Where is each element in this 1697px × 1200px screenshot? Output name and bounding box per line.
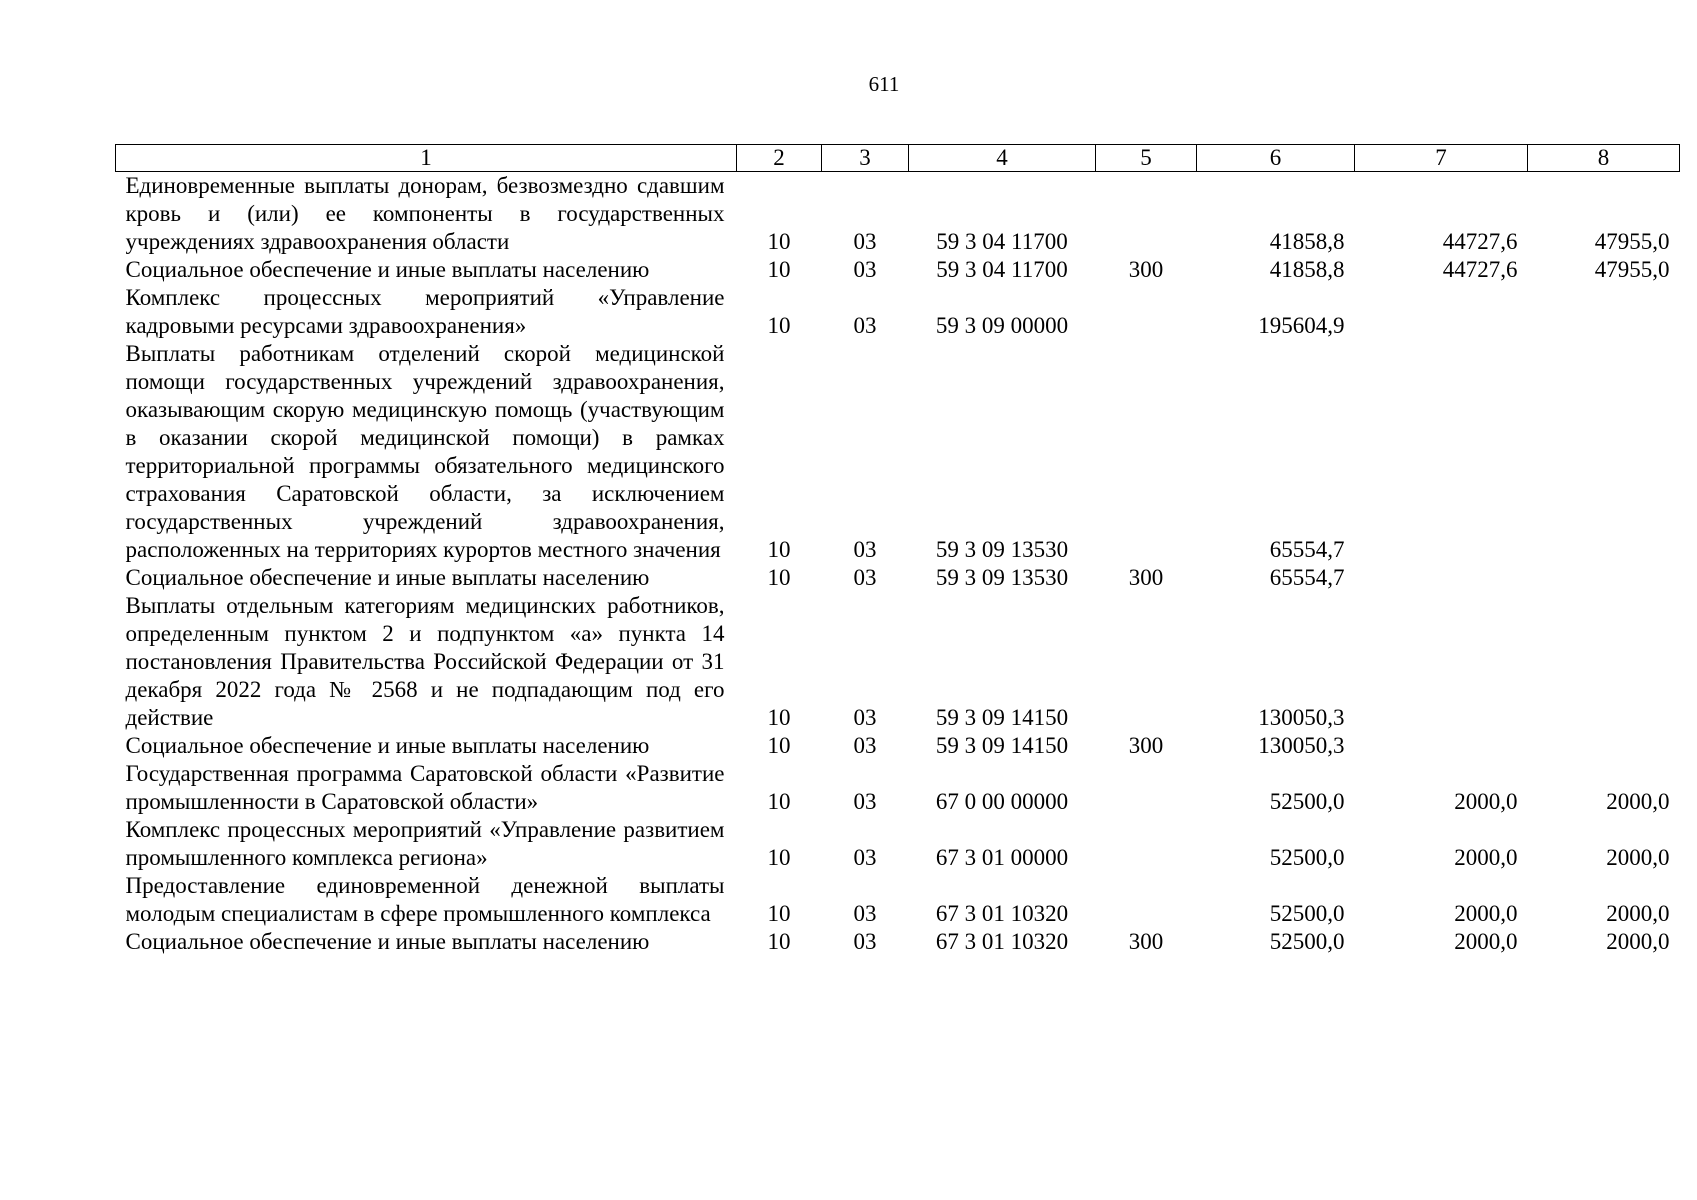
expense-type-code: 300 bbox=[1128, 565, 1164, 590]
expense-type-code bbox=[1096, 760, 1197, 816]
section-code: 10 bbox=[767, 565, 791, 590]
amount-col-8: 2000,0 bbox=[1606, 845, 1670, 870]
amount-col-6: 41858,8 bbox=[1269, 229, 1345, 254]
amount-col-8: 47955,0 bbox=[1594, 257, 1670, 282]
subsection-code: 03 bbox=[853, 313, 877, 338]
header-cell: 5 bbox=[1096, 145, 1197, 172]
table-row bbox=[116, 172, 1680, 257]
amount-col-7: 2000,0 bbox=[1454, 789, 1518, 814]
subsection-code: 03 bbox=[853, 257, 877, 282]
table-row bbox=[116, 592, 1680, 732]
subsection-code: 03 bbox=[853, 789, 877, 814]
amount-col-8: 2000,0 bbox=[1606, 901, 1670, 926]
table-row bbox=[116, 256, 1680, 284]
expense-type-code: 300 bbox=[1128, 733, 1164, 758]
budget-table bbox=[115, 144, 1680, 956]
page-number: 611 bbox=[868, 72, 900, 96]
header-cell: 8 bbox=[1528, 145, 1680, 172]
target-article-code: 67 3 01 10320 bbox=[935, 929, 1069, 954]
row-name: Комплекс процессных мероприятий «Управление кадровыми ресурсами здравоохранения» bbox=[125, 285, 725, 338]
section-code: 10 bbox=[767, 313, 791, 338]
amount-col-6: 65554,7 bbox=[1269, 537, 1345, 562]
subsection-code: 03 bbox=[853, 901, 877, 926]
row-name: Выплаты работникам отделений скорой медицинской помощи государственных учреждений здравоохранения, оказывающим скорую медицинскую помощь (участвующим в оказании скорой медицинской помощи) в рамках территориальной программы обязательного медицинского страхования Саратовской области, за исключением государственных учреждений здравоохранения, расположенных на территориях курортов местного значения bbox=[125, 341, 725, 562]
target-article-code: 59 3 09 00000 bbox=[935, 313, 1069, 338]
section-code: 10 bbox=[767, 229, 791, 254]
row-name: Предоставление единовременной денежной выплаты молодым специалистам в сфере промышленного комплекса bbox=[125, 873, 725, 926]
target-article-code: 67 0 00 00000 bbox=[935, 789, 1069, 814]
expense-type-code: 300 bbox=[1128, 929, 1164, 954]
row-name: Комплекс процессных мероприятий «Управление развитием промышленного комплекса региона» bbox=[125, 817, 725, 870]
amount-col-7 bbox=[1355, 340, 1528, 564]
expense-type-code bbox=[1096, 340, 1197, 564]
amount-col-6: 52500,0 bbox=[1269, 901, 1345, 926]
header-cell: 7 bbox=[1355, 145, 1528, 172]
target-article-code: 59 3 09 14150 bbox=[935, 705, 1069, 730]
amount-col-6: 65554,7 bbox=[1269, 565, 1345, 590]
section-code: 10 bbox=[767, 845, 791, 870]
header-cell: 4 bbox=[909, 145, 1096, 172]
expense-type-code bbox=[1096, 816, 1197, 872]
subsection-code: 03 bbox=[853, 733, 877, 758]
amount-col-8: 2000,0 bbox=[1606, 789, 1670, 814]
table-row bbox=[116, 928, 1680, 956]
subsection-code: 03 bbox=[853, 845, 877, 870]
expense-type-code bbox=[1096, 284, 1197, 340]
table-row bbox=[116, 564, 1680, 592]
amount-col-8: 47955,0 bbox=[1594, 229, 1670, 254]
row-name: Социальное обеспечение и иные выплаты населению bbox=[125, 929, 650, 954]
table-row bbox=[116, 284, 1680, 340]
row-name: Социальное обеспечение и иные выплаты населению bbox=[125, 257, 650, 282]
subsection-code: 03 bbox=[853, 229, 877, 254]
amount-col-8: 2000,0 bbox=[1606, 929, 1670, 954]
expense-type-code bbox=[1096, 872, 1197, 928]
row-name: Социальное обеспечение и иные выплаты населению bbox=[125, 565, 650, 590]
section-code: 10 bbox=[767, 705, 791, 730]
table-row bbox=[116, 816, 1680, 872]
table-row bbox=[116, 340, 1680, 564]
header-cell: 2 bbox=[737, 145, 822, 172]
amount-col-8 bbox=[1528, 284, 1680, 340]
table-row bbox=[116, 760, 1680, 816]
amount-col-7: 2000,0 bbox=[1454, 845, 1518, 870]
section-code: 10 bbox=[767, 733, 791, 758]
amount-col-7 bbox=[1355, 284, 1528, 340]
amount-col-6: 130050,3 bbox=[1258, 733, 1345, 758]
subsection-code: 03 bbox=[853, 705, 877, 730]
target-article-code: 67 3 01 00000 bbox=[935, 845, 1069, 870]
amount-col-6: 130050,3 bbox=[1258, 705, 1345, 730]
subsection-code: 03 bbox=[853, 565, 877, 590]
row-name: Выплаты отдельным категориям медицинских работников, определенным пунктом 2 и подпунктом «а» пункта 14 постановления Правительства Российской Федерации от 31 декабря 2022 года № 2568 и не подпадающим под его действие bbox=[125, 593, 725, 730]
amount-col-8 bbox=[1528, 732, 1680, 760]
target-article-code: 59 3 09 14150 bbox=[935, 733, 1069, 758]
table-row bbox=[116, 872, 1680, 928]
amount-col-7 bbox=[1355, 732, 1528, 760]
subsection-code: 03 bbox=[853, 929, 877, 954]
amount-col-8 bbox=[1528, 340, 1680, 564]
table-row bbox=[116, 732, 1680, 760]
amount-col-6: 41858,8 bbox=[1269, 257, 1345, 282]
amount-col-6: 52500,0 bbox=[1269, 929, 1345, 954]
row-name: Единовременные выплаты донорам, безвозмездно сдавшим кровь и (или) ее компоненты в государственных учреждениях здравоохранения области bbox=[125, 173, 725, 254]
amount-col-7 bbox=[1355, 592, 1528, 732]
section-code: 10 bbox=[767, 537, 791, 562]
section-code: 10 bbox=[767, 901, 791, 926]
amount-col-6: 195604,9 bbox=[1258, 313, 1345, 338]
header-row bbox=[116, 145, 1680, 172]
target-article-code: 59 3 09 13530 bbox=[935, 565, 1069, 590]
amount-col-7: 2000,0 bbox=[1454, 901, 1518, 926]
target-article-code: 67 3 01 10320 bbox=[935, 901, 1069, 926]
amount-col-8 bbox=[1528, 564, 1680, 592]
amount-col-6: 52500,0 bbox=[1269, 845, 1345, 870]
amount-col-7: 44727,6 bbox=[1442, 229, 1518, 254]
section-code: 10 bbox=[767, 257, 791, 282]
header-cell: 1 bbox=[116, 145, 737, 172]
expense-type-code bbox=[1096, 172, 1197, 257]
expense-type-code bbox=[1096, 592, 1197, 732]
expense-type-code: 300 bbox=[1128, 257, 1164, 282]
amount-col-7 bbox=[1355, 564, 1528, 592]
target-article-code: 59 3 04 11700 bbox=[936, 257, 1068, 282]
row-name: Государственная программа Саратовской области «Развитие промышленности в Саратовской области» bbox=[125, 761, 725, 814]
amount-col-7: 44727,6 bbox=[1442, 257, 1518, 282]
header-cell: 6 bbox=[1197, 145, 1355, 172]
section-code: 10 bbox=[767, 789, 791, 814]
amount-col-6: 52500,0 bbox=[1269, 789, 1345, 814]
amount-col-7: 2000,0 bbox=[1454, 929, 1518, 954]
amount-col-8 bbox=[1528, 592, 1680, 732]
target-article-code: 59 3 09 13530 bbox=[935, 537, 1069, 562]
subsection-code: 03 bbox=[853, 537, 877, 562]
row-name: Социальное обеспечение и иные выплаты населению bbox=[125, 733, 650, 758]
header-cell: 3 bbox=[822, 145, 909, 172]
target-article-code: 59 3 04 11700 bbox=[936, 229, 1068, 254]
section-code: 10 bbox=[767, 929, 791, 954]
